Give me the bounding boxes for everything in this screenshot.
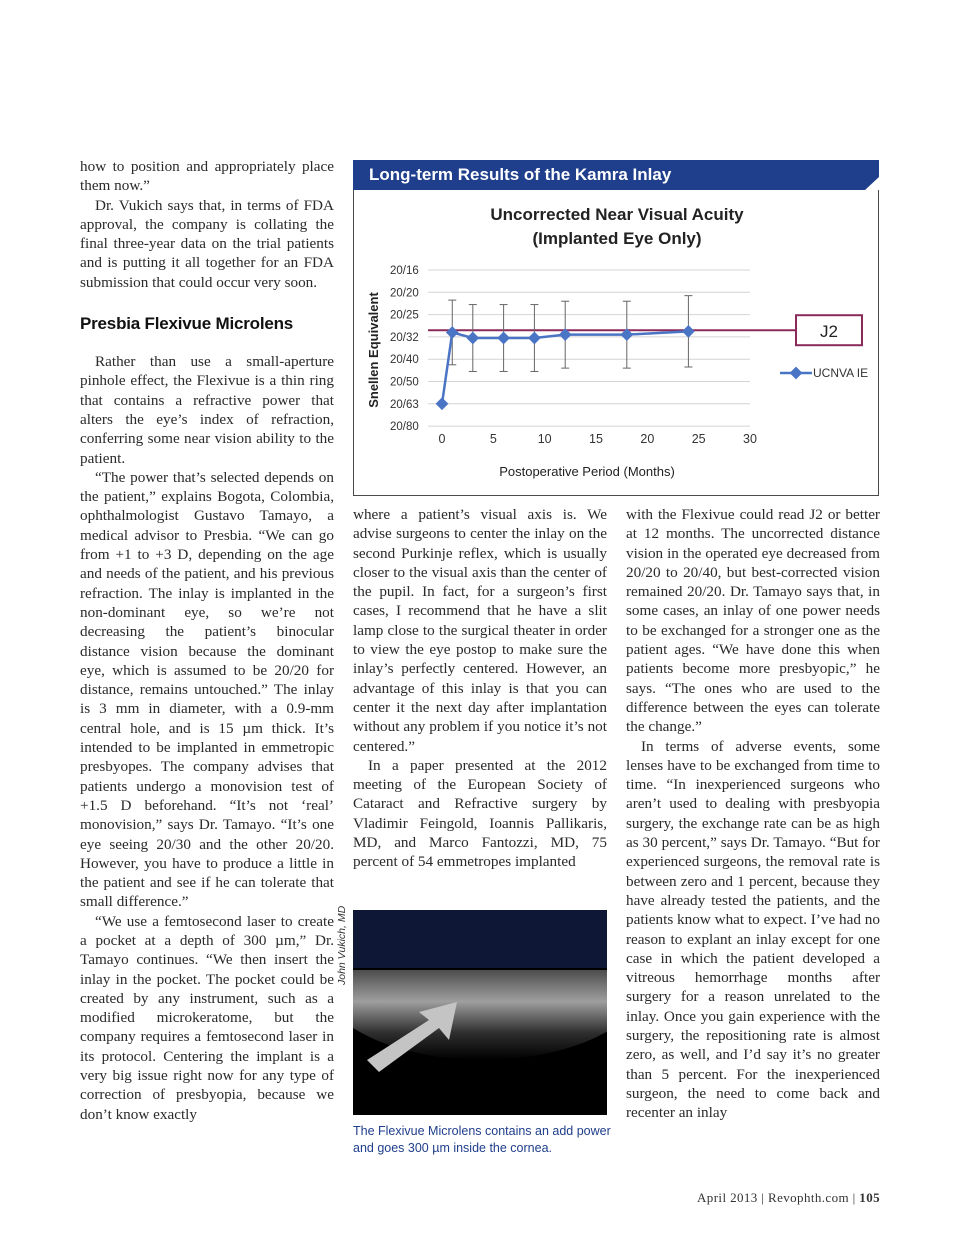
- photo-credit: John Vukich, MD: [336, 905, 348, 985]
- series-ucnva: [436, 296, 695, 411]
- paragraph: In a paper presented at the 2012 meeting of the European Society of Cataract and Refractive surgery by Vladimir Feingold, Ioannis Pallikaris, MD, and Marco Fantozzi, MD, 75 percent of 54 emmetropes implanted: [353, 756, 607, 871]
- paragraph: “We use a femtosecond laser to create a pocket at a depth of 300 µm,” Dr. Tamayo continues. “We then insert the inlay in the pocket. The pocket could be created by any instrument, such as a modified microkeratome, but the company requires a femtosecond laser in its protocol. Centering the implant is a very big issue right now for any type of correction of presbyopia, because we don’t know exactly: [80, 912, 334, 1123]
- footer-issue: April 2013 | Revophth.com |: [697, 1190, 860, 1205]
- y-axis-label: Snellen Equivalent: [366, 292, 381, 408]
- x-tick-label: 30: [743, 432, 757, 446]
- text-column-1: [80, 157, 334, 1124]
- chart-header-title: Long-term Results of the Kamra Inlay: [369, 165, 672, 184]
- reference-label: J2: [820, 322, 838, 342]
- x-tick-label: 5: [489, 432, 497, 446]
- text-column-3: [626, 505, 880, 1123]
- legend-marker: [790, 367, 803, 380]
- x-tick-label: 25: [691, 432, 706, 446]
- x-tick-label: 0: [438, 432, 446, 446]
- data-point: [682, 325, 695, 338]
- x-tick-label: 10: [537, 432, 552, 446]
- paragraph: how to position and appropriately place them now.”: [80, 158, 334, 195]
- data-point: [466, 332, 479, 345]
- oct-cornea-photo: [353, 910, 607, 1115]
- section-subhead: Presbia Flexivue Microlens: [80, 314, 294, 334]
- y-tick-label: 20/16: [390, 265, 419, 277]
- arrow-icon: [353, 910, 607, 1115]
- y-tick-label: 20/25: [390, 309, 419, 322]
- y-tick-label: 20/32: [390, 331, 419, 344]
- y-tick-label: 20/80: [390, 421, 419, 434]
- j2-reference: [428, 315, 862, 345]
- data-point: [436, 397, 449, 410]
- x-axis-label: Postoperative Period (Months): [499, 464, 675, 479]
- x-tick-label: 15: [589, 432, 603, 446]
- paragraph: Rather than use a small-aperture pinhole effect, the Flexivue is a thin ring that contains a refractive power that alters the eye’s index of refraction, conferring some near vision ability to the patient.: [80, 353, 334, 467]
- legend: [780, 366, 868, 380]
- y-tick-label: 20/20: [390, 287, 419, 300]
- page-number: 105: [859, 1190, 880, 1205]
- x-tick-label: 20: [640, 432, 655, 446]
- paragraph: “The power that’s selected depends on the patient,” explains Bogota, Colombia, ophthalmologist Gustavo Tamayo, a medical advisor to Presbia. “We can go from +1 to +3 D, depending on the age and needs of the patient, and his previous refraction. The inlay is implanted in the non-dominant eye, so we’re not decreasing the patient’s binocular distance vision because the dominant eye, which is assumed to be 20/20 for distance, remains untouched.” The inlay is 3 mm in diameter, with a 0.9-mm central hole, and is 15 µm thick. It’s intended to be implanted in emmetropic presbyopes. The company advises that patients undergo a monovision test of +1.5 D beforehand. “It’s not ‘real’ monovision,” says Dr. Tamayo. “It’s one eye seeing 20/30 and the other 20/20. However, you have to produce a little in the patient and see if he can tolerate that small difference.”: [80, 468, 334, 911]
- y-tick-label: 20/63: [390, 398, 419, 411]
- chart-title: Uncorrected Near Visual Acuity: [490, 205, 744, 224]
- acuity-chart: [354, 190, 877, 494]
- chart-sidebar: [353, 160, 879, 496]
- y-tick-label: 20/40: [390, 354, 419, 367]
- paragraph: Dr. Vukich says that, in terms of FDA approval, the company is collating the final three-year data on the trial patients and is putting it all together for an FDA submission that could occur very soon.: [80, 196, 334, 291]
- page-footer: [697, 1190, 880, 1206]
- photo-caption: The Flexivue Microlens contains an add power and goes 300 µm inside the cornea.: [353, 1124, 611, 1155]
- x-tick-labels: [439, 432, 757, 446]
- y-tick-labels: [390, 265, 419, 433]
- legend-label: UCNVA IE: [813, 366, 869, 380]
- y-tick-label: 20/50: [390, 376, 419, 389]
- paragraph: where a patient’s visual axis is. We advise surgeons to center the inlay on the second Purkinje reflex, which is usually closer to the visual axis than the center of the pupil. In fact, for a surgeon’s first cases, I recommend that he have a slit lamp close to the surgical theater in order to view the eye postop to make sure the inlay’s perfectly centered. However, an advantage of this inlay is that you can center it the next day after implantation without any problem if you notice it’s not centered.”: [353, 506, 607, 755]
- paragraph: In terms of adverse events, some lenses have to be exchanged from time to time. “In inexperienced surgeons who aren’t used to dealing with presbyopia surgery, the exchange rate can be as high as 30 percent,” says Dr. Tamayo. “But for experienced surgeons, the removal rate is between zero and 1 percent, because they have already tested the patients, and the patients know what to expect. I’ve had no reason to explant an inlay except for one case in which the patient developed a vitreous hemorrhage months after surgery for a reason unrelated to the inlay. Once you gain experience with the surgery, the repositioning rate is almost zero, as well, and I’d say it’s no greater than 5 percent. For the inexperienced surgeon, the need to come back and recenter an inlay: [626, 737, 880, 1122]
- chart-subtitle: (Implanted Eye Only): [532, 229, 702, 248]
- paragraph: with the Flexivue could read J2 or better at 12 months. The uncorrected distance vision in the operated eye decreased from 20/20 to 20/40, but best-corrected vision remained 20/20. Dr. Tamayo says that, in some cases, an inlay of one power needs to be exchanged for a stronger one as the patient ages. “We have done this when patients become more presbyopic,” he says. “The ones who are used to the difference between the eyes can tolerate the change.”: [626, 506, 880, 736]
- chart-header-notch: [865, 177, 879, 190]
- text-column-2: [353, 505, 607, 872]
- gridlines: [428, 270, 750, 426]
- data-point: [528, 332, 541, 345]
- chart-frame: [353, 190, 879, 496]
- data-point: [497, 332, 510, 345]
